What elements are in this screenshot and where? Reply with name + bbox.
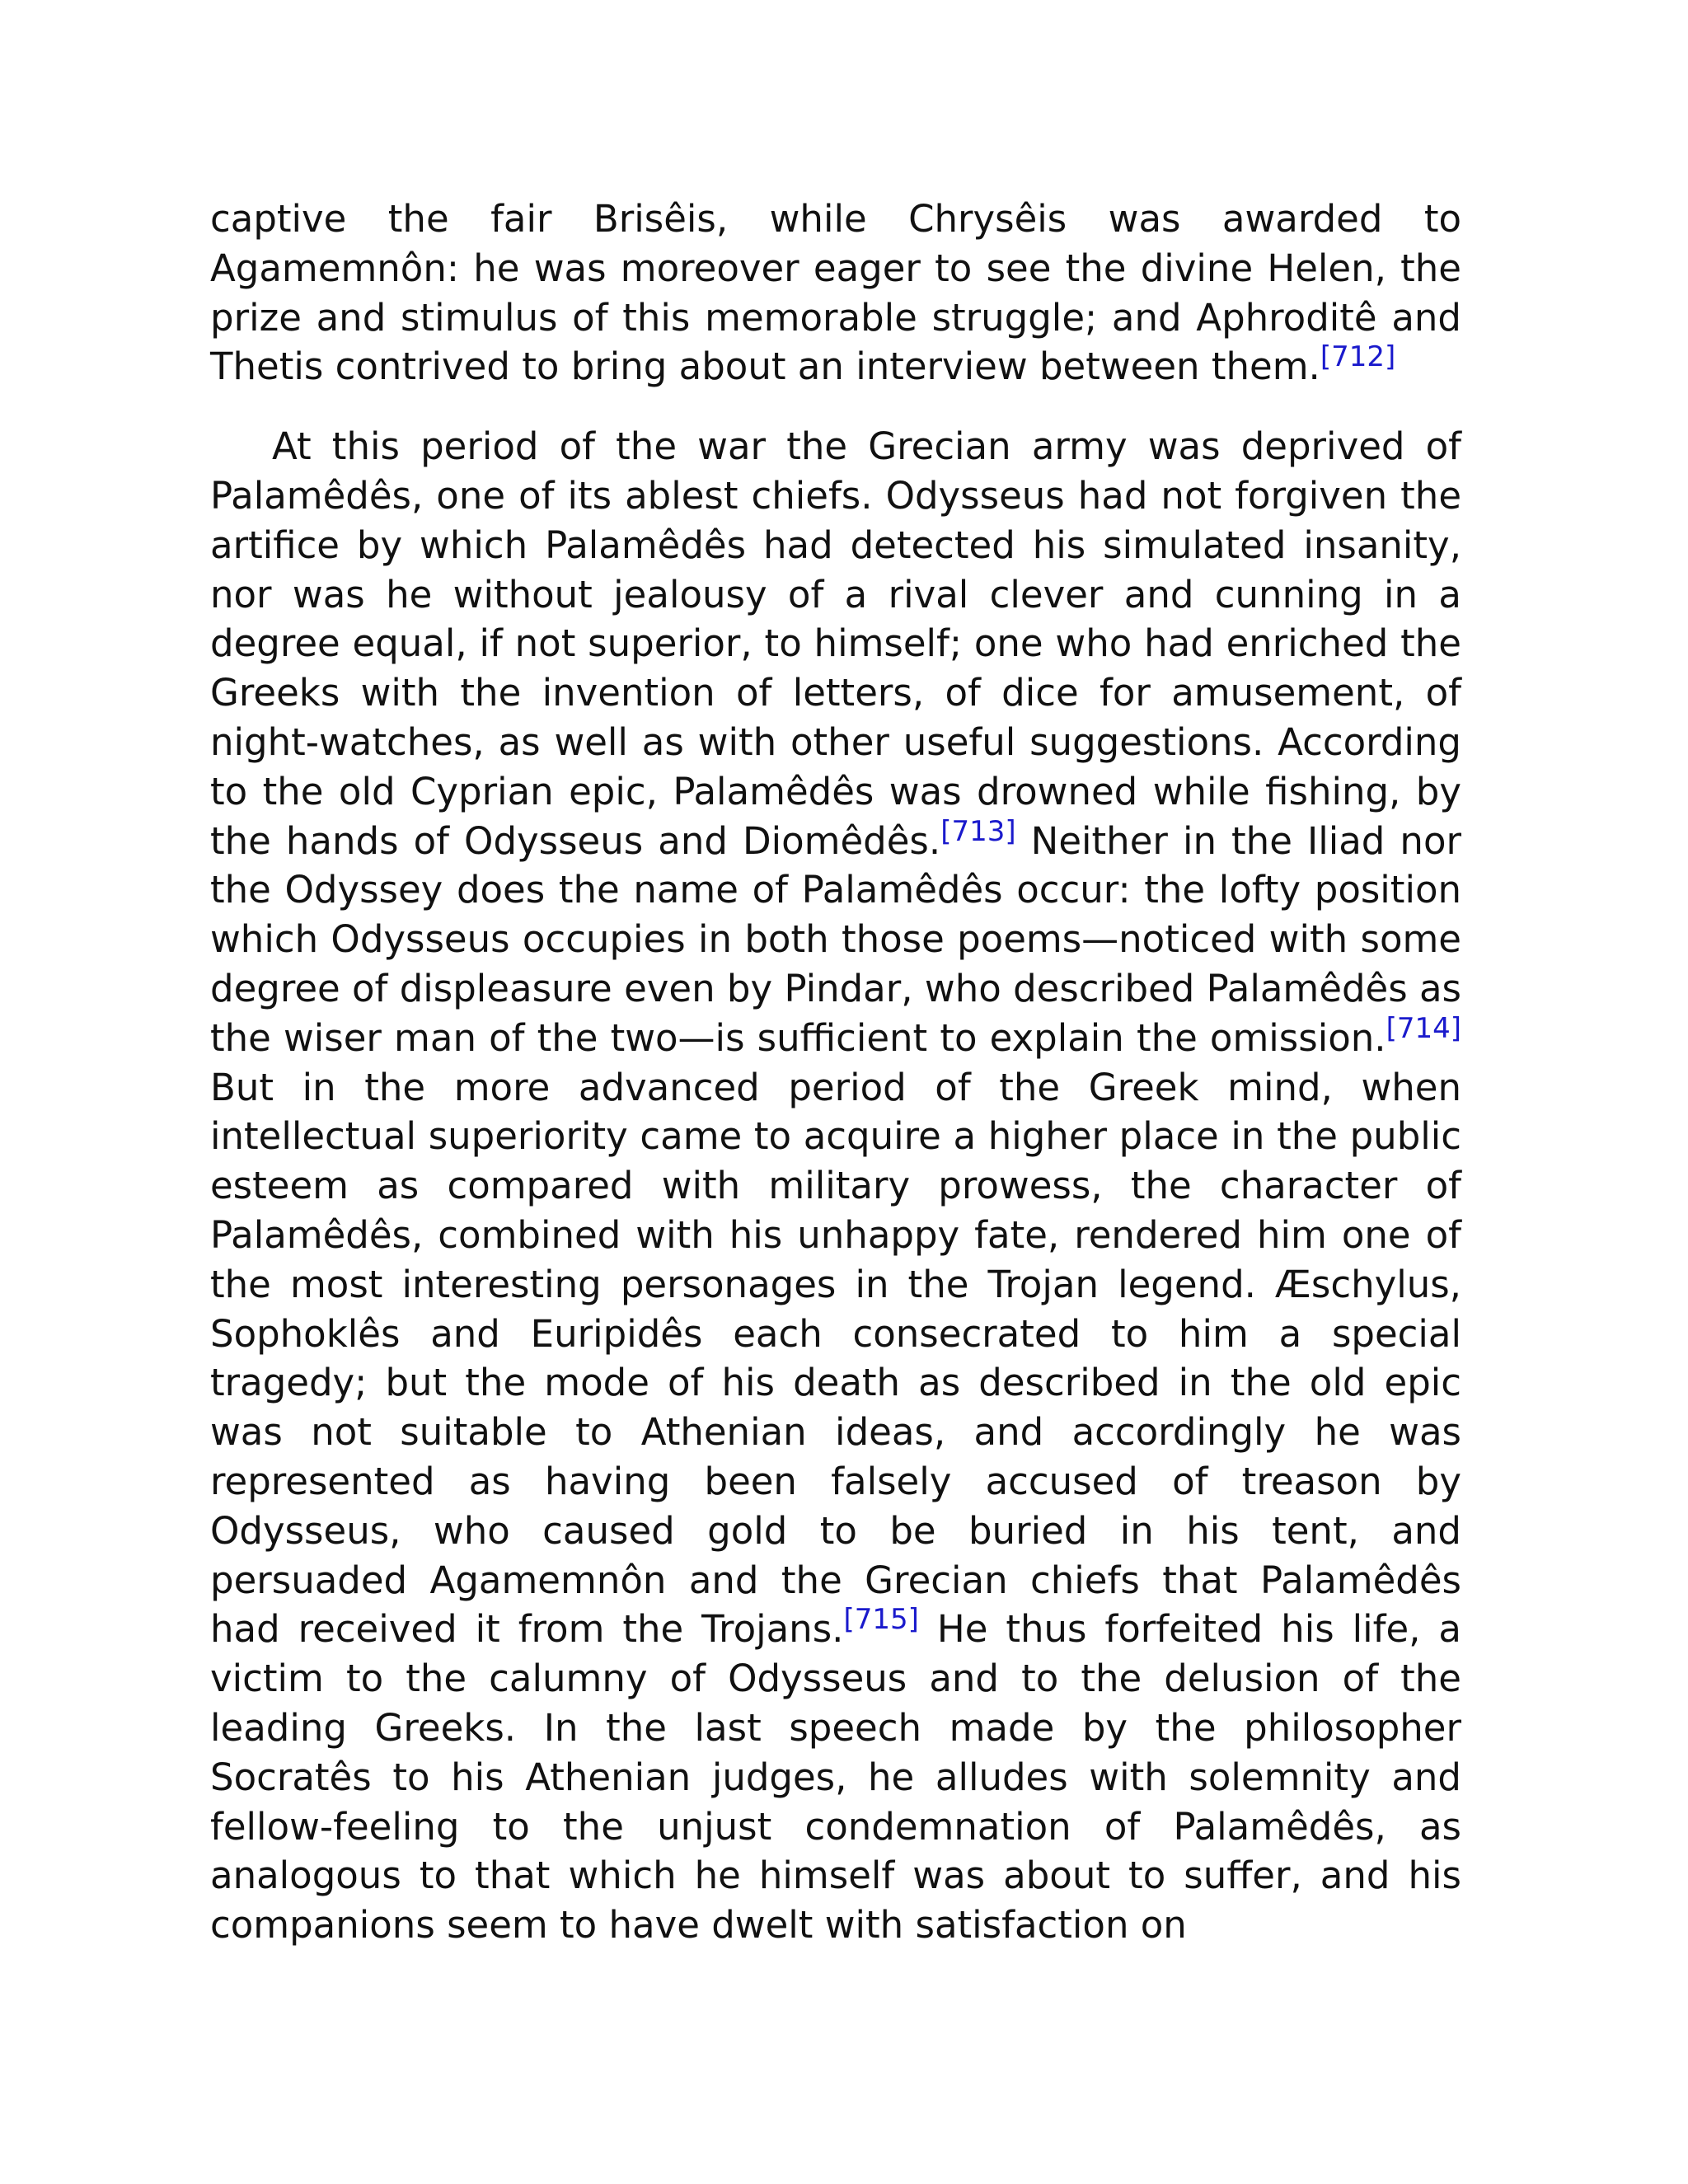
paragraph-text: At this period of the war the Grecian army was deprived of Palamêdês, one of its ablest chiefs. Odysseus had not forgiven the artifice by which Palamêdês had detected his simulated insanity, nor was he without jealousy of a rival clever and cunning in a degree equal, if not superior, to himself; one who had enriched the Greeks with the invention of letters, of dice for amusement, of night-watches, as well as with other useful suggestions. According to the old Cyprian epic, Palamêdês was drowned while fishing, by the hands of Odysseus and Diomêdês. xyxy=(210,424,1461,863)
footnote-link-712[interactable]: [712] xyxy=(1320,340,1396,374)
footnote-link-715[interactable]: [715] xyxy=(843,1603,919,1637)
paragraph-text: Neither in the Iliad nor the Odyssey does the name of Palamêdês occur: the lofty position which Odysseus occupies in both those poems—noticed with some degree of displeasure even by Pindar, who described Palamêdês as the wiser man of the two—is sufficient to explain the omission. xyxy=(210,818,1461,1060)
paragraph-text: But in the more advanced period of the Greek mind, when intellectual superiority came to acquire a higher place in the public esteem as compared with military prowess, the character of Palamêdês, combined with his unhappy fate, rendered him one of the most interesting personages in the Trojan legend. Æschylus, Sophoklês and Euripidês each consecrated to him a special tragedy; but the mode of his death as described in the old epic was not suitable to Athenian ideas, and accordingly he was represented as having been falsely accused of treason by Odysseus, who caused gold to be buried in his tent, and persuaded Agamemnôn and the Grecian chiefs that Palamêdês had received it from the Trojans. xyxy=(210,1065,1461,1652)
paragraph-2 xyxy=(210,422,1461,1950)
paragraph-text: He thus forfeited his life, a victim to the calumny of Odysseus and to the delusion of the leading Greeks. In the last speech made by the philosopher Socratês to his Athenian judges, he alludes with solemnity and fellow-feeling to the unjust condemnation of Palamêdês, as analogous to that which he himself was about to suffer, and his companions seem to have dwelt with satisfaction on xyxy=(210,1607,1461,1947)
paragraph-1 xyxy=(210,194,1461,391)
footnote-link-714[interactable]: [714] xyxy=(1386,1011,1461,1045)
footnote-link-713[interactable]: [713] xyxy=(940,814,1016,848)
paragraph-text: captive the fair Brisêis, while Chrysêis was awarded to Agamemnôn: he was moreover eager to see the divine Helen, the prize and stimulus of this memorable struggle; and Aphroditê and Thetis contrived to bring about an interview between them. xyxy=(210,197,1461,389)
page-body xyxy=(210,194,1461,1950)
